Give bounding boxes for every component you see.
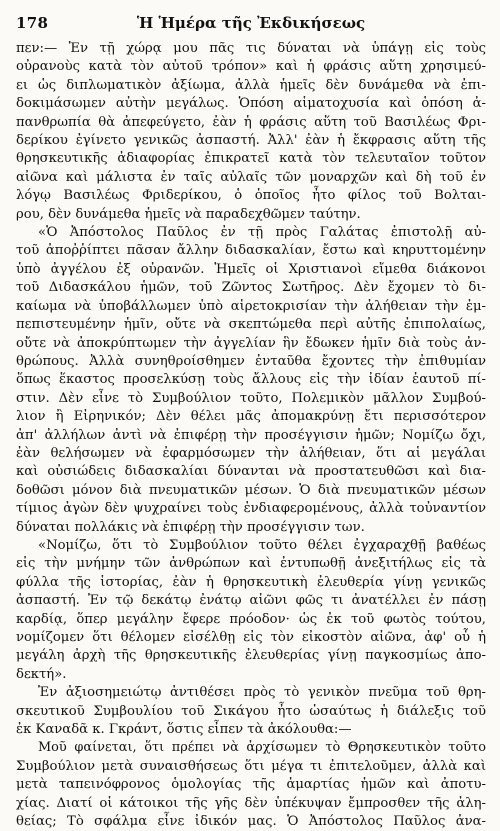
text-line: μετὰ ταπεινόφρονος ὁμολογίας τῆς ἁμαρτίας ἡμῶν καὶ ἀποτυ- [16, 777, 486, 793]
text-line: μεγάλη ἀρχὴ τῆς θρησκευτικῆς ἐλευθερίας γίνῃ παγκοσμίως ἀπο- [16, 648, 486, 664]
page-header [16, 12, 486, 36]
text-line: ἀσπαστή. Ἐν τῷ δεκάτῳ ἐνάτῳ αἰῶνι φῶς τι ἀνατέλλει ἐν πάσῃ [16, 593, 486, 609]
page-number: 178 [16, 14, 49, 32]
text-line: καρδίᾳ, ὅπερ μεγάλην ἔφερε πρόοδον· ὡς ἐκ τοῦ φωτὸς τούτου, [16, 611, 486, 627]
text-line: ρου, δὲν δυνάμεθα ἡμεῖς νὰ παραδεχθῶμεν ταύτην. [16, 206, 361, 222]
text-line: χίας. Διατί οἱ κάτοικοι τῆς γῆς δὲν ὑπέκυψαν ἔμπροσθεν τῆς ἀλη- [16, 795, 486, 811]
text-line: πανθρωπία θὰ ἀπεφεύγετο, ἐὰν ἡ φράσις αὕτη τοῦ Βασιλέως Φρι- [16, 114, 486, 130]
text-line: ἀπ' ἀλλήλων ἀντὶ νὰ ἐπιφέρῃ τὴν προσέγγισιν ἡμῶν; Νομίζω ὄχι, [16, 427, 486, 443]
text-line: οὔτε νὰ ἀποκρύπτωμεν τὴν ἀγγελίαν ἣν ἔδωκεν ἡμῖν διὰ τοὺς ἀν- [16, 335, 486, 351]
text-line: πεπιστευμένην ἡμῖν, οὔτε νὰ σκεπτώμεθα περὶ αὐτῆς ἐπιπολαίως, [16, 317, 486, 333]
text-line: τίμιος ἀγὼν δὲν ψυχραίνει τοὺς ἐνδιαφερομένους, ἀλλὰ τοὐναντίον [16, 501, 486, 517]
text-line: δερίκου ἐγίνετο γενικῶς ἀσπαστή. Ἀλλ' ἐὰν ἡ ἔκφρασις αὕτη τῆς [16, 133, 486, 149]
text-line: Συμβούλιον μετὰ συναισθήσεως ὅτι μέγα τι ἐπιτελοῦμεν, ἀλλὰ καὶ [16, 758, 486, 774]
body-text [16, 40, 486, 831]
text-line: τοῦ Διδασκάλου ἡμῶν, τοῦ Ζῶντος Σωτῆρος. Δὲν ἔχομεν τὸ δι- [16, 280, 486, 296]
text-line: ἐὰν θελήσωμεν νὰ ἐφαρμόσωμεν τὴν ἀλήθειαν, ὅτι αἱ μεγάλαι [16, 445, 486, 461]
text-line: σκευτικοῦ Συμβουλίου τοῦ Σικάγου ἦτο ὡσαύτως ἡ διάλεξις τοῦ [16, 703, 486, 719]
text-line: λόγῳ Βασιλέως Φριδερίκου, ὁ ὁποῖος ἦτο φίλος τοῦ Βολται- [16, 188, 486, 204]
text-line: «Νομίζω, ὅτι τὸ Συμβούλιον τοῦτο θέλει ἐγχαραχθῇ βαθέως [38, 537, 486, 553]
text-line: δοκιμάσωμεν αὐτὴν μεγάλως. Ὁπόση αἱματοχυσία καὶ ὁπόση ἀ- [16, 96, 486, 112]
text-line: ει ὡς διπλωματικὸν ἀξίωμα, ἀλλὰ ἡμεῖς δὲν δυνάμεθα νὰ ἐπι- [16, 77, 486, 93]
text-line: Ἐν ἀξιοσημειώτῳ ἀντιθέσει πρὸς τὸ γενικὸν πνεῦμα τοῦ θρη- [38, 685, 486, 701]
text-line: «Ὁ Ἀπόστολος Παῦλος ἐν τῇ πρὸς Γαλάτας ἐπιστολῇ αὐ- [38, 225, 486, 241]
text-line: νομίζομεν ὅτι θέλομεν εἰσέλθῃ εἰς τὸν εἰκοστὸν αἰῶνα, ἀφ' οὗ ἡ [16, 630, 486, 645]
text-line: τοῦ ἀποῤῥίπτει πᾶσαν ἄλλην διδασκαλίαν, ἔστω καὶ κηρυττομένην [16, 243, 486, 259]
text-line: ἐκ Καναδᾶ κ. Γκράντ, ὅστις εἶπεν τὰ ἀκόλουθα:— [16, 722, 352, 738]
text-line: φύλλα τῆς ἱστορίας, ἐὰν ἡ θρησκευτικὴ ἐλευθερία γίνῃ γενικῶς [16, 574, 486, 590]
text-line: δύναται πολλάκις νὰ ἐπιφέρῃ τὴν προσέγγισιν των. [16, 519, 365, 535]
text-line: ὑπὸ ἀγγέλου ἐξ οὐρανῶν. Ἡμεῖς οἱ Χριστιανοὶ εἴμεθα διάκονοι [16, 261, 486, 277]
text-line: ὅπως ἕκαστος προσελκύσῃ τοὺς ἄλλους εἰς τὴν ἰδίαν ἑαυτοῦ πί- [16, 372, 486, 388]
text-line: αἰῶνα καὶ μάλιστα ἐν ταῖς αὐλαῖς τῶν μοναρχῶν καὶ δὴ τοῦ ἐν [16, 169, 486, 185]
text-line: εἰς τὴν μνήμην τῶν ἀνθρώπων καὶ ἐντυπωθῇ ἀνεξιτήλως εἰς τὰ [16, 556, 486, 572]
text-line: καὶ οὐσιώδεις διδασκαλίαι δύνανται νὰ προστατευθῶσι καὶ δια- [16, 464, 486, 480]
text-line: πεν:— Ἐν τῇ χώρᾳ μου πᾶς τις δύναται νὰ ὑπάγῃ εἰς τοὺς [16, 41, 486, 56]
text-line: δοθῶσι μόνον διὰ πνευματικῶν μέσων. Ὁ διὰ πνευματικῶν μέσων [16, 482, 486, 498]
text-line: θρώπους. Ἀλλὰ συνηθροίσθημεν ἐνταῦθα ἔχοντες τὴν ἐπιθυμίαν [16, 353, 486, 369]
text-line: δεκτή». [16, 666, 67, 682]
running-title: Ἡ Ἡμέρα τῆς Ἐκδικήσεως [136, 14, 366, 32]
text-line: θρησκευτικῆς ἀδιαφορίας ἐπικρατεῖ κατὰ τὸν τελευταῖον τοῦτον [16, 151, 486, 167]
text-line: Μοῦ φαίνεται, ὅτι πρέπει νὰ ἀρχίσωμεν τὸ Θρησκευτικὸν τοῦτο [38, 740, 486, 756]
text-line: στιν. Δὲν εἶνε τὸ Συμβούλιον τοῦτο, Πολεμικὸν μᾶλλον Συμβού- [16, 390, 486, 406]
text-line: θείας; Τὸ σφάλμα εἶνε ἰδικόν μας. Ὁ Ἀπόστολος Παῦλος ἀνα- [16, 814, 486, 830]
text-line: οὐρανοὺς κατὰ τὸν αὐτοῦ τρόπον» καὶ ἡ φράσις αὕτη χρησιμεύ- [16, 59, 486, 75]
text-line: καίωμα νὰ ὑποβάλλωμεν ὑπὸ αἱρετοκρισίαν τὴν ἀλήθειαν τὴν ἐμ- [16, 298, 486, 314]
text-line: λιον ἢ Εἰρηνικόν; Δὲν θέλει μᾶς ἀπομακρύνῃ ἔτι περισσότερον [16, 409, 486, 425]
